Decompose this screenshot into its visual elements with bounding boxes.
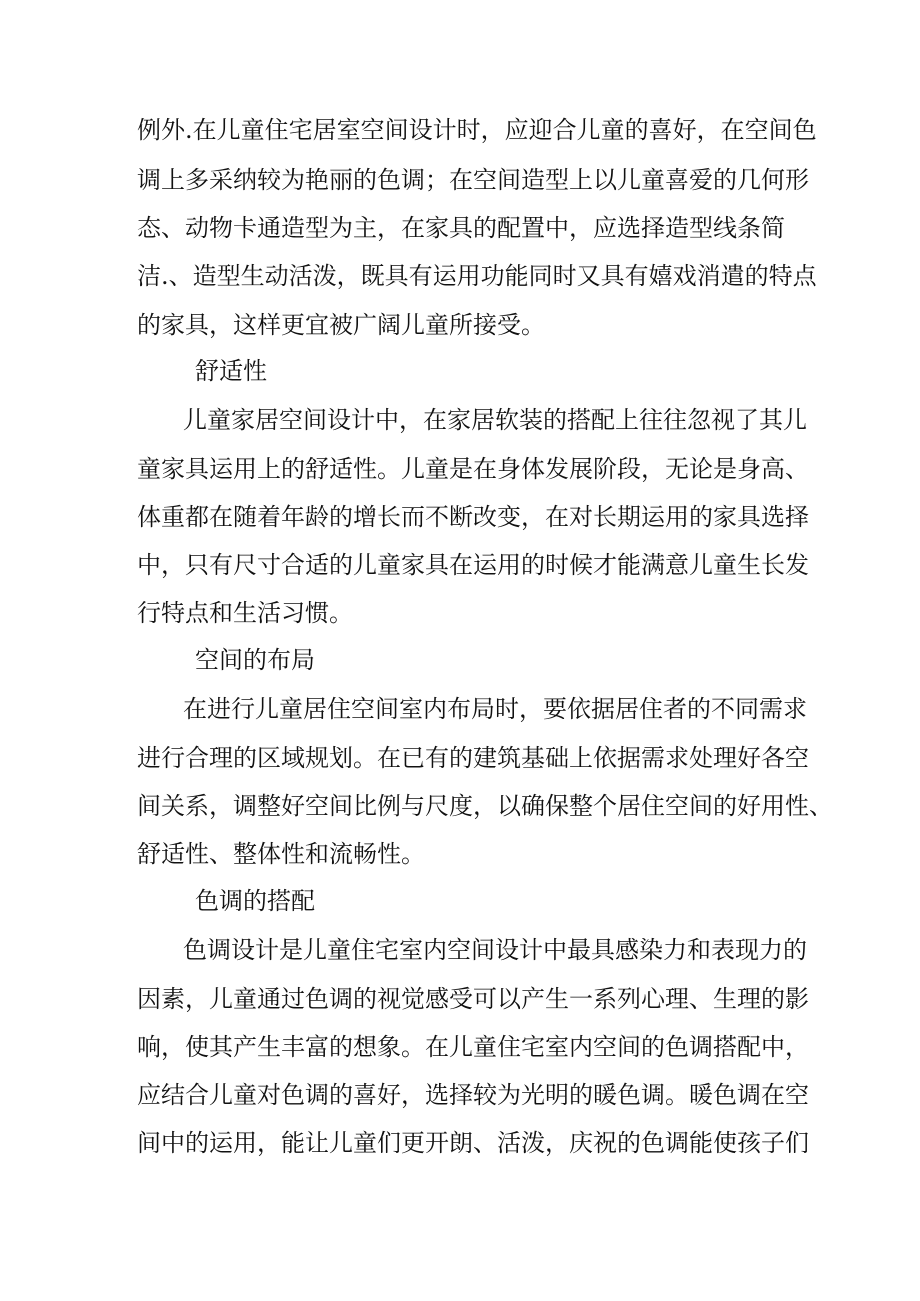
- paragraph-line: 因素，儿童通过色调的视觉感受可以产生一系列心理、生理的影: [137, 985, 809, 1013]
- paragraph-line: 舒适性、整体性和流畅性。: [137, 840, 425, 868]
- paragraph-line: 应结合儿童对色调的喜好，选择较为光明的暖色调。暖色调在空: [137, 1081, 809, 1109]
- paragraph-line: 行特点和生活习惯。: [137, 599, 353, 627]
- paragraph-line: 儿童家居空间设计中，在家居软装的搭配上往往忽视了其儿: [183, 406, 807, 434]
- paragraph-line: 色调设计是儿童住宅室内空间设计中最具感染力和表现力的: [183, 936, 807, 964]
- paragraph-line: 中，只有尺寸合适的儿童家具在运用的时候才能满意儿童生长发: [137, 551, 809, 579]
- paragraph-line: 进行合理的区域规划。在已有的建筑基础上依据需求处理好各空: [137, 744, 809, 772]
- paragraph-line: 童家具运用上的舒适性。儿童是在身体发展阶段，无论是身高、: [137, 455, 809, 483]
- paragraph-line: 调上多采纳较为艳丽的色调；在空间造型上以儿童喜爱的几何形: [137, 166, 809, 194]
- paragraph-line: 在进行儿童居住空间室内布局时，要依据居住者的不同需求: [183, 695, 807, 723]
- paragraph-line: 洁.、造型生动活泼，既具有运用功能同时又具有嬉戏消遣的特点: [137, 262, 817, 290]
- paragraph-line: 体重都在随着年龄的增长而不断改变，在对长期运用的家具选择: [137, 503, 809, 531]
- section-heading: 空间的布局: [195, 646, 315, 674]
- section-heading: 舒适性: [195, 357, 267, 385]
- paragraph-line: 间中的运用，能让儿童们更开朗、活泼，庆祝的色调能使孩子们: [137, 1129, 809, 1157]
- paragraph-line: 态、动物卡通造型为主，在家具的配置中，应选择造型线条简: [137, 214, 785, 242]
- paragraph-line: 的家具，这样更宜被广阔儿童所接受。: [137, 311, 545, 339]
- section-heading: 色调的搭配: [195, 887, 315, 915]
- paragraph-line: 间关系，调整好空间比例与尺度，以确保整个居住空间的好用性、: [137, 792, 833, 820]
- paragraph-line: 例外.在儿童住宅居室空间设计时，应迎合儿童的喜好，在空间色: [137, 116, 817, 144]
- paragraph-line: 响，使其产生丰富的想象。在儿童住宅室内空间的色调搭配中，: [137, 1033, 809, 1061]
